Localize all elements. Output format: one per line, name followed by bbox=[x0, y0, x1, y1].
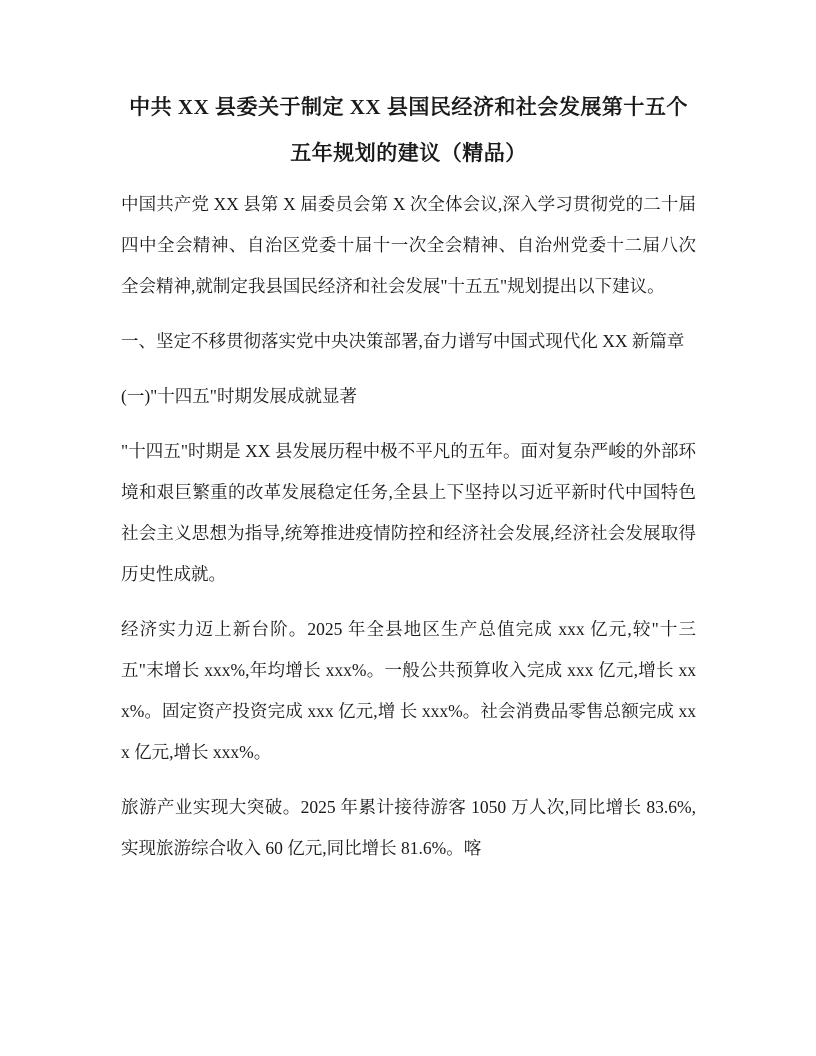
paragraph-achievements: "十四五"时期是 XX 县发展历程中极不平凡的五年。面对复杂严峻的外部环境和艰巨繁重的改革发展稳定任务,全县上下坚持以习近平新时代中国特色社会主义思想为指导,统筹推进疫情防控和经济社会发展,经济社会发展取得历史性成就。 bbox=[121, 441, 696, 584]
document-title: 中共 XX 县委关于制定 XX 县国民经济和社会发展第十五个五年规划的建议（精品） bbox=[129, 95, 688, 165]
paragraph-intro: 中国共产党 XX 县第 X 届委员会第 X 次全体会议,深入学习贯彻党的二十届四中全会精神、自治区党委十届十一次全会精神、自治州党委十二届八次全会精神,就制定我县国民经济和社会发展"十五五"规划提出以下建议。 bbox=[121, 194, 696, 296]
paragraph-tourism: 旅游产业实现大突破。2025 年累计接待游客 1050 万人次,同比增长 83.6%,实现旅游综合收入 60 亿元,同比增长 81.6%。喀 bbox=[121, 797, 696, 858]
subsection-heading: (一)"十四五"时期发展成就显著 bbox=[121, 386, 357, 406]
section-heading: 一、坚定不移贯彻落实党中央决策部署,奋力谱写中国式现代化 XX 新篇章 bbox=[121, 331, 685, 351]
paragraph-economy: 经济实力迈上新台阶。2025 年全县地区生产总值完成 xxx 亿元,较"十三五"末增长 xxx%,年均增长 xxx%。一般公共预算收入完成 xxx 亿元,增长 xxx%。固定资产投资完成 xxx 亿元,增 长 xxx%。社会消费品零售总额完成 xxx 亿元,增长 xxx%。 bbox=[121, 619, 696, 762]
